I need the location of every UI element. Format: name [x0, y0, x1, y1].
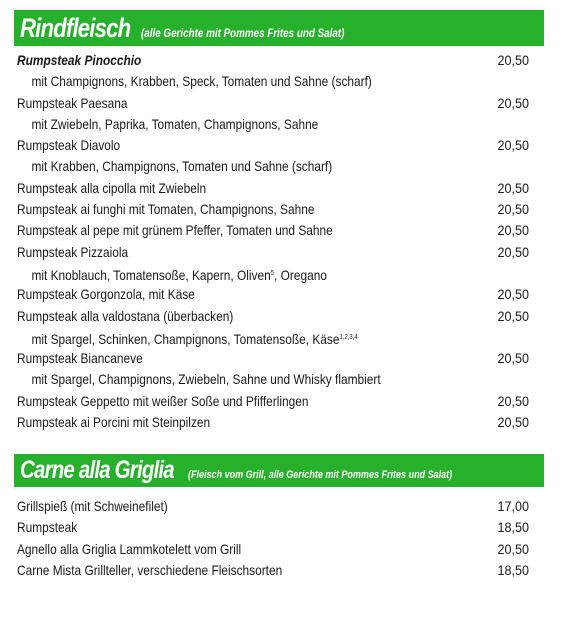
item-price: 18,50 [497, 519, 529, 536]
menu-item [17, 348, 529, 388]
menu-item [17, 199, 529, 220]
item-price: 20,50 [497, 350, 529, 367]
allergen-footnote: 1,2,3,4 [339, 333, 358, 341]
item-price: 20,50 [497, 137, 529, 154]
section-subtitle: (alle Gerichte mit Pommes Frites und Salat) [140, 26, 344, 40]
item-price: 20,50 [497, 243, 529, 260]
menu-item [17, 50, 529, 90]
item-name: Rumpsteak alla valdostana (überbacken) [17, 307, 234, 324]
item-name: Rumpsteak Pinocchio [17, 52, 142, 68]
item-name: Rumpsteak Gorgonzola, mit Käse [17, 286, 195, 303]
item-price: 20,50 [497, 392, 529, 409]
item-name: Rumpsteak ai Porcini mit Steinpilzen [17, 414, 211, 431]
item-price: 20,50 [497, 286, 529, 303]
menu-list-rindfleisch [17, 50, 529, 433]
allergen-footnote: 5 [270, 269, 275, 277]
item-description: mit Zwiebeln, Paprika, Tomaten, Champignons, Sahne [31, 115, 319, 132]
item-name: Rumpsteak Pizzaiola [17, 243, 129, 260]
menu-item [17, 496, 529, 517]
item-price: 20,50 [497, 52, 529, 68]
item-description: mit Knoblauch, Tomatensoße, Kapern, Oliven$^5$, Oregano [31, 266, 327, 283]
item-price: 18,50 [497, 561, 529, 578]
section-header-rindfleisch [14, 10, 544, 46]
item-name: Agnello alla Griglia Lammkotelett vom Grill [17, 540, 242, 557]
menu-item [17, 539, 529, 560]
item-price: 20,50 [497, 179, 529, 196]
section-title: Rindfleisch [20, 13, 131, 43]
menu-item [17, 135, 529, 175]
menu-item [17, 560, 529, 581]
item-name: Rumpsteak ai funghi mit Tomaten, Champignons, Sahne [17, 201, 315, 218]
menu-item [17, 517, 529, 538]
item-price: 20,50 [497, 540, 529, 557]
item-price: 17,00 [497, 498, 529, 514]
menu-item [17, 93, 529, 132]
item-price: 20,50 [497, 307, 529, 324]
item-name: Carne Mista Grillteller, verschiedene Fleischsorten [17, 561, 283, 578]
item-name: Rumpsteak al pepe mit grünem Pfeffer, Tomaten und Sahne [17, 222, 333, 239]
item-name: Rumpsteak Geppetto mit weißer Soße und Pfifferlingen [17, 392, 309, 409]
menu-item [17, 412, 529, 433]
section-header-carne-alla-griglia [14, 454, 544, 487]
menu-item [17, 242, 529, 283]
item-name: Rumpsteak Paesana [17, 94, 128, 111]
item-name: Rumpsteak alla cipolla mit Zwiebeln [17, 179, 207, 196]
item-price: 20,50 [497, 414, 529, 431]
item-description: mit Krabben, Champignons, Tomaten und Sahne (scharf) [31, 158, 333, 175]
item-price: 20,50 [497, 222, 529, 239]
menu-list-carne-alla-griglia [17, 496, 529, 581]
item-name: Rumpsteak [17, 519, 78, 536]
item-description: mit Champignons, Krabben, Speck, Tomaten und Sahne (scharf) [31, 73, 372, 90]
item-name: Rumpsteak Biancaneve [17, 350, 143, 367]
menu-item [17, 306, 529, 347]
menu-item [17, 220, 529, 241]
section-subtitle: (Fleisch vom Grill, alle Gerichte mit Pommes Frites und Salat) [187, 469, 452, 481]
item-name: Rumpsteak Diavolo [17, 137, 121, 154]
item-description: mit Spargel, Champignons, Zwiebeln, Sahne und Whisky flambiert [31, 371, 381, 388]
item-price: 20,50 [497, 201, 529, 218]
item-price: 20,50 [497, 94, 529, 111]
section-title: Carne alla Griglia [20, 456, 174, 484]
item-name: Grillspieß (mit Schweinefilet) [17, 498, 168, 514]
item-description: mit Spargel, Schinken, Champignons, Tomatensoße, Käse$^{1,2,3,4}$ [31, 330, 358, 347]
menu-item [17, 178, 529, 199]
menu-item [17, 284, 529, 305]
menu-item [17, 391, 529, 412]
